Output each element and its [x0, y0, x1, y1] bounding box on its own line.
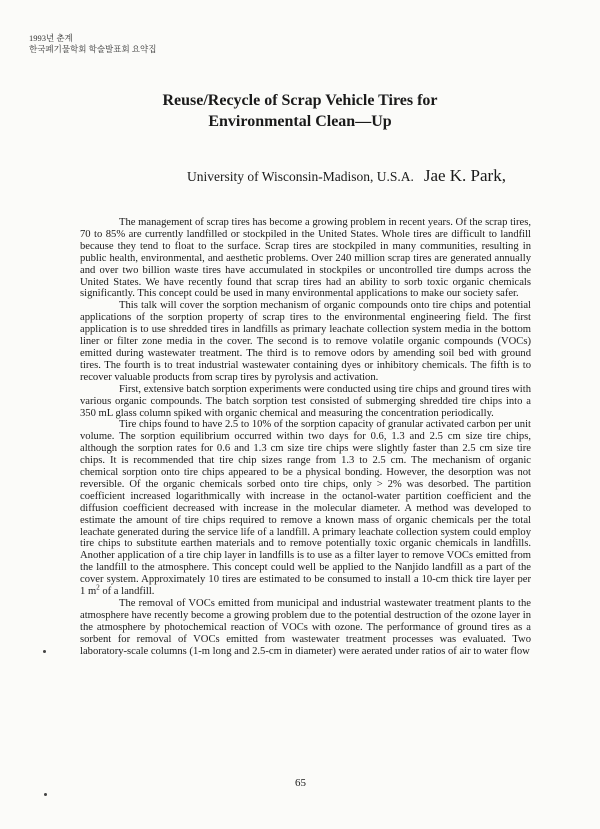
paragraph-3: First, extensive batch sorption experiments were conducted using tire chips and ground tires with various organic compounds. The batch sorption test consisted of submerging shredded tire chips into a 350 mL glass column spiked with organic chemical and measuring the concentration periodically. — [80, 383, 531, 419]
superscript-2: 2 — [96, 583, 100, 592]
author-line — [187, 166, 506, 186]
title-line-2: Environmental Clean—Up — [208, 113, 392, 130]
affiliation: University of Wisconsin-Madison, U.S.A. — [187, 169, 414, 184]
paper-title — [0, 90, 600, 132]
author-name: Jae K. Park, — [423, 166, 506, 185]
paragraph-2: This talk will cover the sorption mechanism of organic compounds onto tire chips and potential applications of the sorption property of scrap tires to the environmental engineering field. The first application is to use shredded tires in landfills as primary leachate collection system media in the bottom liner or filter zone media in the cover. The second is to remove volatile organic compounds (VOCs) emitted during wastewater treatment. The third is to remove odors by amending soil bed with ground tires. The fourth is to treat industrial wastewater containing dyes or inhibitory chemicals. The fifth is to recover valuable products from scrap tires by pyrolysis and activation. — [80, 300, 531, 383]
scan-speck — [43, 650, 46, 653]
paragraph-5: The removal of VOCs emitted from municipal and industrial wastewater treatment plants to the atmosphere have recently become a growing problem due to the potential destruction of the ozone layer in the atmosphere by photochemical reaction of VOCs with ozone. The performance of ground tires as a sorbent for removal of VOCs emitted from wastewater treatment processes was evaluated. Two laboratory-scale columns (1-m long and 2.5-cm in diameter) were aerated under ratios of air to water flow — [80, 598, 531, 657]
header-line-2: 한국폐기물학회 학술발표회 요약집 — [29, 44, 157, 54]
scan-speck — [44, 793, 47, 796]
header-line-1: 1993년 춘계 — [29, 33, 73, 43]
paragraph-1: The management of scrap tires has become a growing problem in recent years. Of the scrap tires, 70 to 85% are currently landfilled or stockpiled in the United States. Whole tires are difficult to landfill because they tend to float to the surface. Scrap tires are stockpiled in many communities, resulting in public health, environmental, and aesthetic problems. Over 240 million scrap tires are generated annually and over two billion waste tires have accumulated in stockpiles or uncontrolled tire dumps across the United States. We have recently found that scrap tires had an ability to sorb toxic organic chemicals significantly. This concept could be used in many environmental applications to make our society safer. — [80, 217, 531, 300]
abstract-body — [80, 217, 531, 658]
page-number: 65 — [295, 777, 306, 789]
paragraph-4-tail: of a landfill. — [99, 586, 155, 598]
paragraph-4 — [80, 419, 531, 598]
conference-header — [29, 33, 156, 55]
title-line-1: Reuse/Recycle of Scrap Vehicle Tires for — [162, 92, 438, 109]
paragraph-4-text: Tire chips found to have 2.5 to 10% of the sorption capacity of granular activated carbon per unit volume. The sorption equilibrium occurred within two days for 0.6, 1.3 and 2.5 cm size tire chips, although the sorption rates for 0.6 and 1.3 cm size tire chips were slightly faster than 2.5 cm size tire chips. It is recommended that tire chip sizes range from 1.3 to 2.5 cm. The mechanism of organic chemical sorption onto tire chips appeared to be a physical bonding. However, the desorption was not reversible. Of the organic chemicals sorbed onto tire chips, only > 2% was desorbed. The partition coefficient increased logarithmically with increase in the octanol-water partition coefficient and the diffusion coefficient decreased with increase in the molecular diameter. A method was developed to estimate the amount of tire chips required to remove a known mass of organic chemicals per the total leachate generated during the service life of a landfill. A primary leachate collection system could employ tire chips to substitute earthen materials and to remove potentially toxic organic chemicals in landfills. Another application of a tire chip layer in landfills is to use as a filter layer to remove VOCs emitted from the landfill to the atmosphere. This concept could well be applied to the Nanjido landfill as a part of the cover system. Approximately 10 tires are estimated to be consumed to install a 10-cm thick tire layer per 1 m — [80, 419, 531, 598]
